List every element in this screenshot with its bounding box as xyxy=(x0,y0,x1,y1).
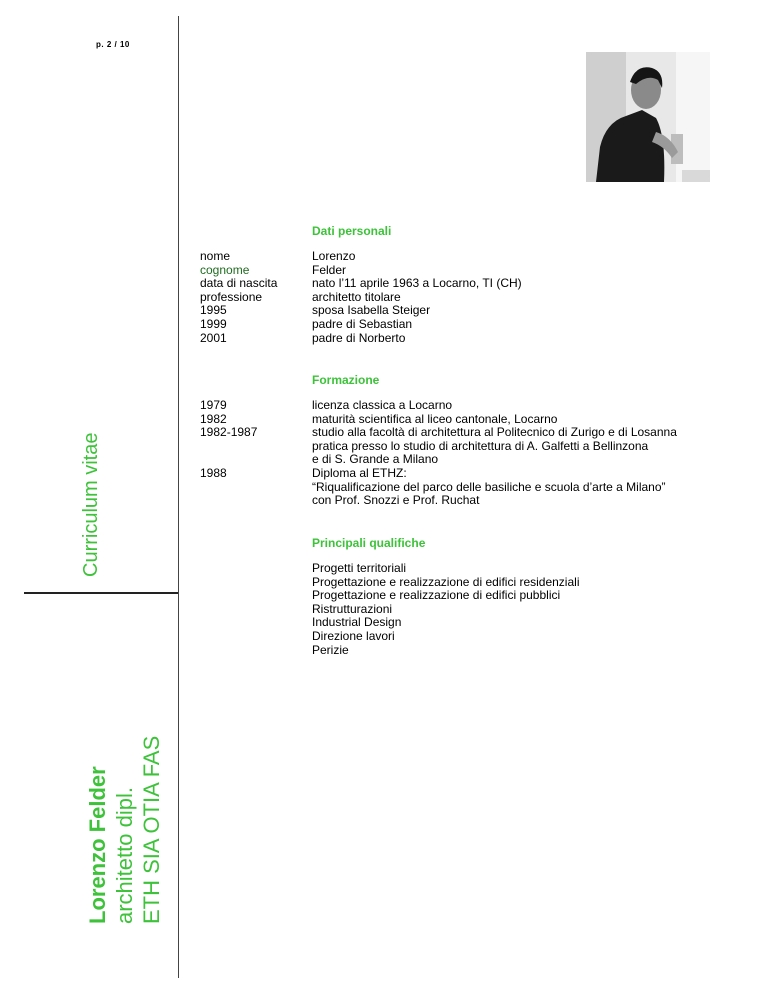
education-year xyxy=(200,440,257,454)
author-block xyxy=(84,736,165,924)
education-year: 1982-1987 xyxy=(200,425,258,440)
education-year: 1988 xyxy=(200,465,227,480)
qualification-item: Industrial Design xyxy=(312,615,402,630)
page-number: p. 2 / 10 xyxy=(96,40,130,49)
education-entries xyxy=(312,399,677,508)
value-nome: Lorenzo xyxy=(312,249,356,263)
horizontal-divider xyxy=(24,592,178,594)
education-entry: “Riqualificazione del parco delle basiliche e scuola d’arte a Milano” xyxy=(312,479,666,494)
education-entry: licenza classica a Locarno xyxy=(312,398,453,412)
label-cognome: cognome xyxy=(200,262,250,277)
vertical-divider xyxy=(178,16,179,978)
label-year: 1995 xyxy=(200,303,227,318)
education-years xyxy=(200,399,257,508)
qualification-item: Progettazione e realizzazione di edifici residenziali xyxy=(312,574,580,589)
value-cognome: Felder xyxy=(312,262,347,277)
qualification-item: Progettazione e realizzazione di edifici pubblici xyxy=(312,588,561,603)
education-entry: con Prof. Snozzi e Prof. Ruchat xyxy=(312,493,480,508)
author-name: Lorenzo Felder xyxy=(85,766,110,924)
label-year: 1999 xyxy=(200,316,227,331)
qualifications-list xyxy=(312,562,579,657)
author-memberships: ETH SIA OTIA FAS xyxy=(139,735,164,924)
qualification-item: Direzione lavori xyxy=(312,628,395,643)
author-title: architetto dipl. xyxy=(112,787,137,924)
section-heading-education: Formazione xyxy=(312,373,380,387)
education-entry: Diploma al ETHZ: xyxy=(312,465,407,480)
label-nome: nome xyxy=(200,249,231,263)
section-heading-personal: Dati personali xyxy=(312,224,392,238)
qualification-item: Ristrutturazioni xyxy=(312,601,393,616)
qualification-item: Perizie xyxy=(312,642,349,657)
education-entry: studio alla facoltà di architettura al Politecnico di Zurigo e di Losanna xyxy=(312,425,677,440)
education-entry: pratica presso lo studio di architettura di A. Galfetti a Bellinzona xyxy=(312,438,649,453)
value-event: padre di Sebastian xyxy=(312,316,413,331)
portrait-photo xyxy=(586,52,710,182)
section-heading-qualifications: Principali qualifiche xyxy=(312,536,426,550)
personal-values xyxy=(312,250,522,345)
education-year xyxy=(200,481,257,495)
education-year: 1979 xyxy=(200,398,227,412)
value-event: padre di Norberto xyxy=(312,330,406,345)
qualification-item: Progetti territoriali xyxy=(312,561,407,575)
label-year: 2001 xyxy=(200,330,227,345)
value-professione: architetto titolare xyxy=(312,289,401,304)
education-entry: e di S. Grande a Milano xyxy=(312,452,439,467)
education-year xyxy=(200,453,257,467)
cv-title: Curriculum vitae xyxy=(80,432,102,577)
label-data-di-nascita: data di nascita xyxy=(200,276,278,291)
value-nascita: nato l’11 aprile 1963 a Locarno, TI (CH) xyxy=(312,276,522,291)
value-event: sposa Isabella Steiger xyxy=(312,303,431,318)
label-professione: professione xyxy=(200,289,263,304)
education-year: 1982 xyxy=(200,411,227,426)
personal-labels xyxy=(200,250,277,345)
education-entry: maturità scientifica al liceo cantonale, Locarno xyxy=(312,411,558,426)
education-year xyxy=(200,494,257,508)
